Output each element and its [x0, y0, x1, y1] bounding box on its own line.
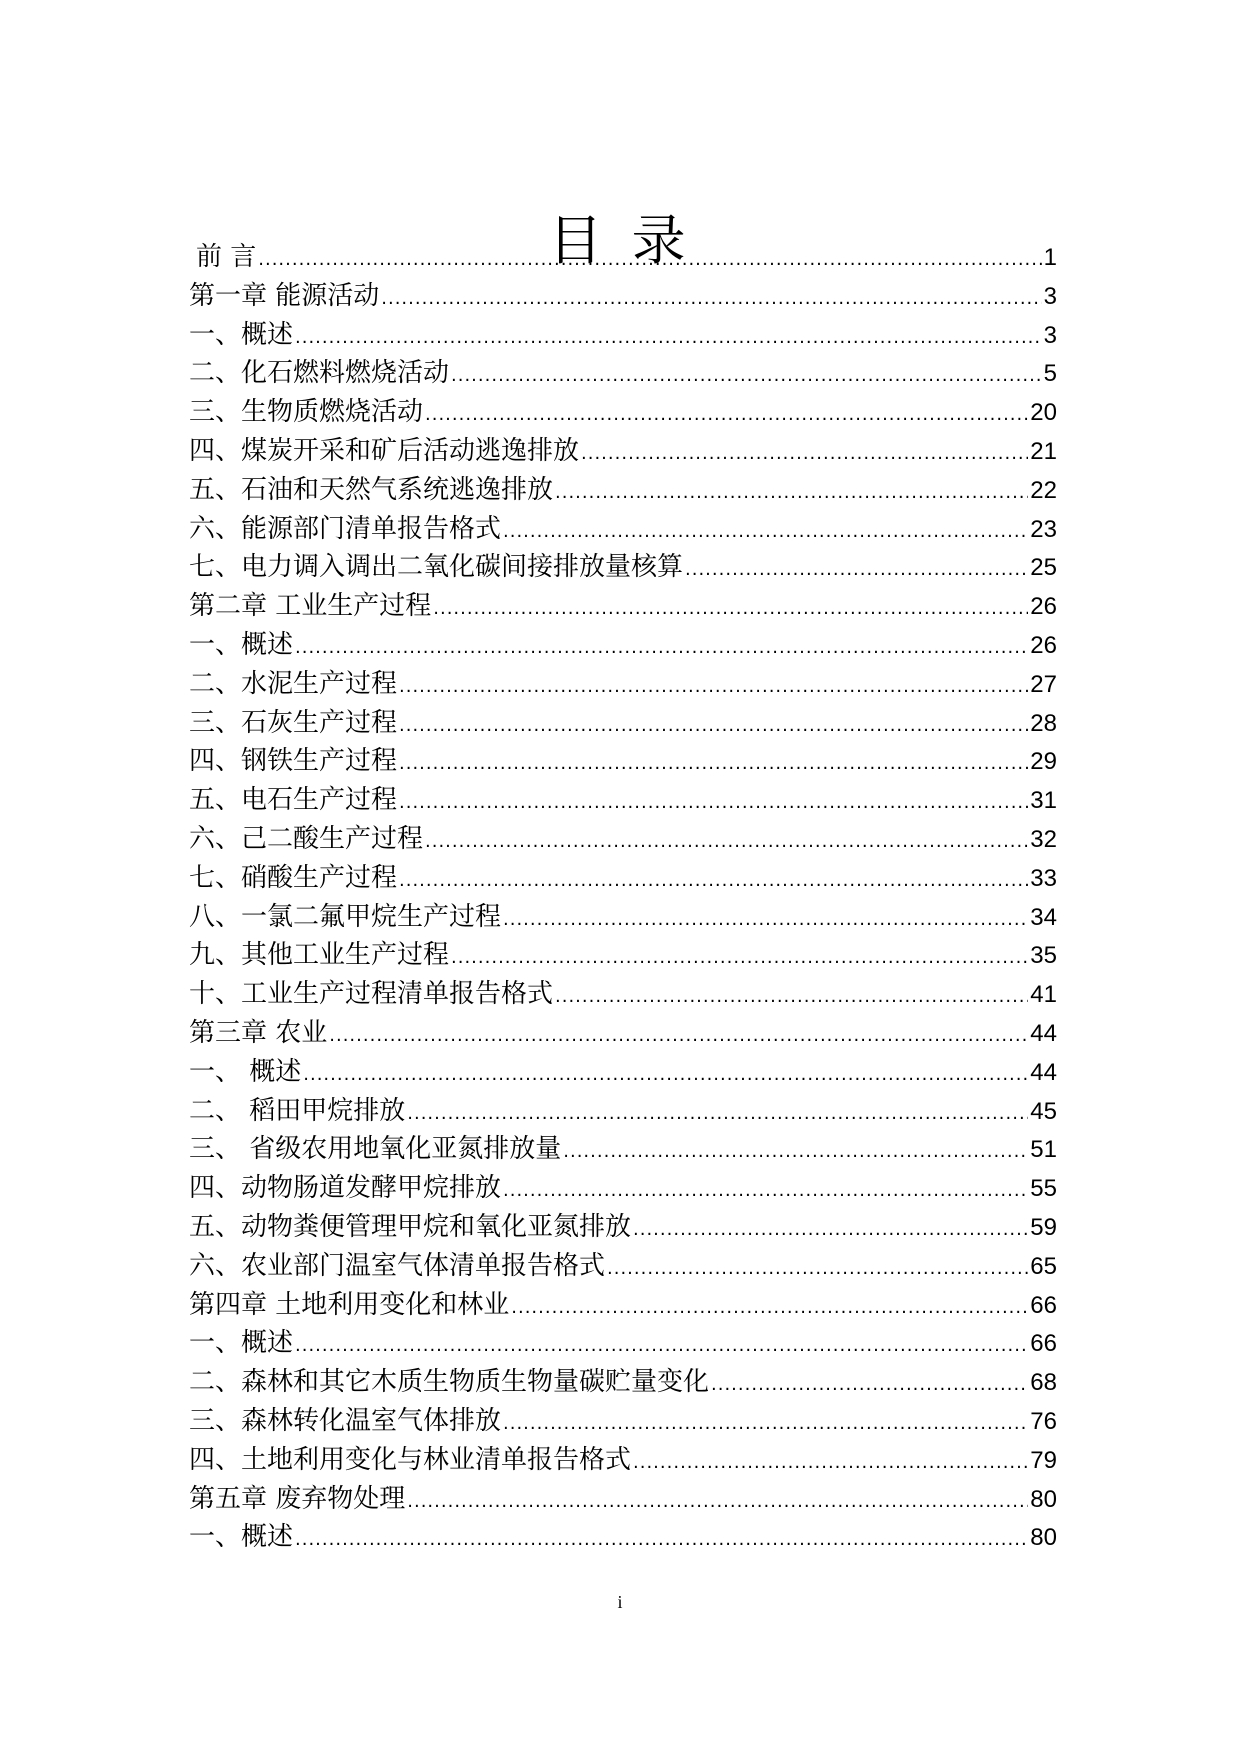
toc-entry-title: 一、 概述: [189, 1056, 302, 1087]
toc-entry-page: 79: [1030, 1446, 1057, 1474]
toc-entry-page: 80: [1030, 1485, 1057, 1513]
toc-entry-title: 三、 省级农用地氧化亚氮排放量: [189, 1134, 562, 1165]
toc-entry[interactable]: [189, 859, 1057, 898]
toc-dot-leader: [511, 1289, 1028, 1325]
toc-entry-page: 31: [1030, 787, 1057, 815]
toc-entry-page: 66: [1030, 1291, 1057, 1319]
toc-entry[interactable]: [189, 1286, 1057, 1325]
toc-entry-page: 55: [1030, 1175, 1057, 1203]
toc-entry[interactable]: [189, 1402, 1057, 1441]
toc-entry[interactable]: [189, 1247, 1057, 1286]
toc-entry[interactable]: [189, 1130, 1057, 1169]
toc-entry-title: 六、能源部门清单报告格式: [189, 513, 502, 544]
toc-entry[interactable]: [189, 1208, 1057, 1247]
toc-dot-leader: [607, 1250, 1028, 1286]
toc-dot-leader: [633, 1211, 1028, 1247]
toc-entry-page: 45: [1030, 1097, 1057, 1125]
toc-entry[interactable]: [189, 1441, 1057, 1480]
toc-entry[interactable]: [189, 316, 1057, 355]
toc-dot-leader: [555, 474, 1028, 510]
toc-dot-leader: [685, 551, 1028, 587]
toc-dot-leader: [503, 1172, 1028, 1208]
toc-entry-page: 22: [1030, 476, 1057, 504]
toc-entry-title: 第五章 废弃物处理: [189, 1483, 406, 1514]
table-of-contents: [189, 238, 1057, 1557]
toc-dot-leader: [711, 1366, 1028, 1402]
toc-entry-page: 28: [1030, 709, 1057, 737]
toc-dot-leader: [399, 668, 1028, 704]
toc-entry-page: 26: [1030, 631, 1057, 659]
toc-dot-leader: [425, 823, 1028, 859]
toc-dot-leader: [399, 784, 1028, 820]
toc-entry[interactable]: [189, 354, 1057, 393]
toc-entry[interactable]: [189, 510, 1057, 549]
toc-entry-title: 五、电石生产过程: [189, 785, 398, 816]
toc-dot-leader: [303, 1056, 1028, 1092]
toc-entry-title: 四、煤炭开采和矿后活动逃逸排放: [189, 435, 580, 466]
toc-dot-leader: [407, 1483, 1028, 1519]
toc-entry-page: 68: [1030, 1369, 1057, 1397]
toc-entry-page: 5: [1043, 360, 1057, 388]
toc-entry[interactable]: [189, 1092, 1057, 1131]
toc-entry-title: 一、概述: [189, 1328, 294, 1359]
toc-dot-leader: [581, 435, 1028, 471]
toc-entry-title: 七、电力调入调出二氧化碳间接排放量核算: [189, 552, 684, 583]
toc-entry[interactable]: [189, 665, 1057, 704]
toc-entry-page: 66: [1030, 1330, 1057, 1358]
toc-entry-page: 27: [1030, 670, 1057, 698]
toc-entry-page: 25: [1030, 554, 1057, 582]
toc-entry-page: 44: [1030, 1019, 1057, 1047]
toc-entry[interactable]: [189, 742, 1057, 781]
toc-entry-page: 35: [1030, 942, 1057, 970]
toc-entry-page: 59: [1030, 1213, 1057, 1241]
toc-dot-leader: [425, 396, 1028, 432]
toc-entry-page: 20: [1030, 399, 1057, 427]
toc-entry-page: 1: [1043, 244, 1057, 271]
toc-dot-leader: [381, 280, 1041, 316]
toc-dot-leader: [555, 978, 1028, 1014]
toc-entry-page: 29: [1030, 748, 1057, 776]
toc-entry-page: 23: [1030, 515, 1057, 543]
toc-entry-title: 十、工业生产过程清单报告格式: [189, 979, 554, 1010]
toc-dot-leader: [329, 1017, 1028, 1053]
toc-entry-title: 第一章 能源活动: [189, 280, 380, 311]
toc-dot-leader: [295, 1327, 1028, 1363]
toc-entry-title: 第三章 农业: [189, 1017, 328, 1048]
toc-entry-title: 四、土地利用变化与林业清单报告格式: [189, 1444, 632, 1475]
toc-entry-title: 七、硝酸生产过程: [189, 862, 398, 893]
toc-entry-title: 三、森林转化温室气体排放: [189, 1405, 502, 1436]
toc-dot-leader: [503, 513, 1028, 549]
toc-entry-title: 一、概述: [189, 319, 294, 350]
page-title: 目 录: [548, 209, 692, 273]
toc-entry[interactable]: [189, 898, 1057, 937]
toc-dot-leader: [258, 241, 1041, 277]
toc-entry-title: 二、 稻田甲烷排放: [189, 1095, 406, 1126]
toc-entry-title: 二、水泥生产过程: [189, 668, 398, 699]
toc-entry-page: 21: [1030, 437, 1057, 465]
toc-entry[interactable]: [189, 238, 1057, 277]
toc-entry-title: 一、概述: [189, 1522, 294, 1553]
toc-entry-page: 32: [1030, 825, 1057, 853]
toc-entry-title: 二、森林和其它木质生物质生物量碳贮量变化: [189, 1367, 710, 1398]
toc-entry-page: 26: [1030, 593, 1057, 621]
toc-entry[interactable]: [189, 704, 1057, 743]
toc-entry-title: 九、其他工业生产过程: [189, 940, 450, 971]
toc-entry-page: 34: [1030, 903, 1057, 931]
toc-entry[interactable]: [189, 1363, 1057, 1402]
toc-entry-page: 44: [1030, 1058, 1057, 1086]
toc-entry-title: 一、概述: [189, 629, 294, 660]
toc-entry-page: 41: [1030, 981, 1057, 1009]
toc-entry[interactable]: [189, 1480, 1057, 1519]
toc-entry-title: 五、石油和天然气系统逃逸排放: [189, 474, 554, 505]
toc-dot-leader: [503, 1405, 1028, 1441]
toc-entry-title: 六、己二酸生产过程: [189, 823, 424, 854]
page-number: i: [617, 1592, 623, 1612]
toc-entry-title: 五、动物粪便管理甲烷和氧化亚氮排放: [189, 1211, 632, 1242]
toc-entry-title: 第二章 工业生产过程: [189, 591, 432, 622]
toc-entry-title: 三、生物质燃烧活动: [189, 397, 424, 428]
toc-entry[interactable]: [189, 432, 1057, 471]
toc-entry-page: 65: [1030, 1252, 1057, 1280]
toc-entry-title: 四、钢铁生产过程: [189, 746, 398, 777]
toc-entry[interactable]: [189, 975, 1057, 1014]
toc-entry[interactable]: [189, 936, 1057, 975]
toc-dot-leader: [451, 939, 1028, 975]
toc-dot-leader: [399, 862, 1028, 898]
toc-entry[interactable]: [189, 277, 1057, 316]
toc-dot-leader: [295, 1521, 1028, 1557]
toc-entry[interactable]: [189, 1324, 1057, 1363]
toc-entry[interactable]: [189, 471, 1057, 510]
toc-entry-title: 六、农业部门温室气体清单报告格式: [189, 1250, 606, 1281]
toc-entry[interactable]: [189, 820, 1057, 859]
toc-entry-title: 八、一氯二氟甲烷生产过程: [189, 901, 502, 932]
toc-entry[interactable]: [189, 1169, 1057, 1208]
toc-entry-title: 三、石灰生产过程: [189, 707, 398, 738]
toc-dot-leader: [399, 745, 1028, 781]
toc-entry[interactable]: [189, 626, 1057, 665]
toc-entry-page: 3: [1043, 282, 1057, 310]
toc-entry[interactable]: [189, 587, 1057, 626]
toc-entry[interactable]: [189, 393, 1057, 432]
toc-entry-page: 80: [1030, 1524, 1057, 1552]
toc-dot-leader: [433, 590, 1028, 626]
toc-dot-leader: [563, 1133, 1028, 1169]
toc-entry[interactable]: [189, 548, 1057, 587]
toc-entry-title: 二、化石燃料燃烧活动: [189, 358, 450, 389]
toc-entry-page: 51: [1030, 1136, 1057, 1164]
toc-entry[interactable]: [189, 1014, 1057, 1053]
toc-dot-leader: [503, 901, 1028, 937]
toc-entry[interactable]: [189, 1518, 1057, 1557]
toc-entry-title: 前 言: [196, 242, 257, 272]
toc-entry-page: 76: [1030, 1407, 1057, 1435]
toc-dot-leader: [295, 629, 1028, 665]
toc-dot-leader: [451, 357, 1042, 393]
toc-dot-leader: [399, 707, 1028, 743]
toc-dot-leader: [295, 319, 1042, 355]
toc-entry-page: 3: [1043, 321, 1057, 349]
toc-entry-title: 第四章 土地利用变化和林业: [189, 1289, 510, 1320]
toc-entry[interactable]: [189, 781, 1057, 820]
toc-dot-leader: [407, 1095, 1028, 1131]
toc-entry[interactable]: [189, 1053, 1057, 1092]
toc-entry-page: 33: [1030, 864, 1057, 892]
toc-entry-title: 四、动物肠道发酵甲烷排放: [189, 1173, 502, 1204]
toc-dot-leader: [633, 1444, 1028, 1480]
